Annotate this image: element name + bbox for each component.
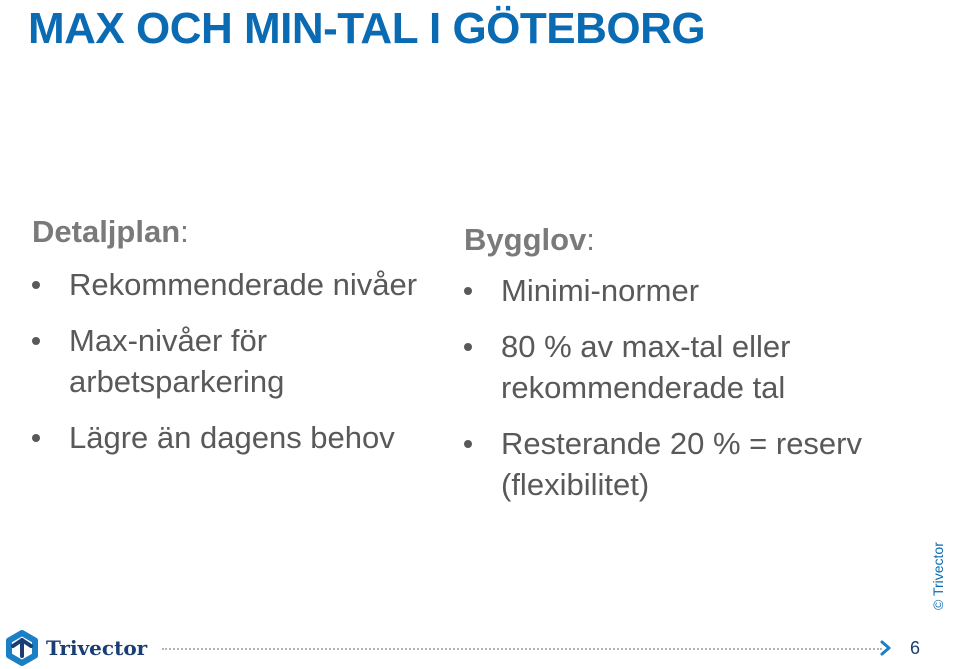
list-item-text: Resterande 20 % = reserv (flexibilitet) bbox=[501, 425, 862, 502]
bullet-icon bbox=[32, 337, 40, 345]
bullet-icon bbox=[464, 440, 472, 448]
detaljplan-heading bbox=[32, 214, 452, 250]
bygglov-list bbox=[464, 270, 934, 505]
chevron-right-icon bbox=[878, 640, 894, 656]
page-number: 6 bbox=[910, 638, 921, 658]
list-item bbox=[464, 326, 934, 408]
slide-footer bbox=[0, 628, 960, 669]
bullet-icon bbox=[32, 281, 40, 289]
list-item-text: Minimi-normer bbox=[501, 272, 700, 308]
list-item-text: 80 % av max-tal eller rekommenderade tal bbox=[501, 328, 791, 405]
bullet-icon bbox=[32, 434, 40, 442]
bullet-icon bbox=[464, 287, 472, 295]
bygglov-section bbox=[464, 222, 934, 520]
detaljplan-heading-colon: : bbox=[180, 214, 189, 249]
list-item-text: Max-nivåer för arbetsparkering bbox=[69, 322, 285, 399]
detaljplan-heading-label: Detaljplan bbox=[32, 214, 181, 249]
logo-text: Trivector bbox=[46, 636, 148, 660]
list-item bbox=[32, 417, 452, 458]
list-item-text: Rekommenderade nivåer bbox=[69, 266, 418, 302]
bygglov-heading bbox=[464, 222, 934, 258]
list-item bbox=[464, 423, 934, 505]
list-item bbox=[32, 320, 452, 402]
list-item-text: Lägre än dagens behov bbox=[69, 419, 395, 455]
detaljplan-section bbox=[32, 214, 452, 473]
footer-dotted-line bbox=[162, 648, 882, 650]
bygglov-heading-colon: : bbox=[586, 222, 595, 257]
list-item bbox=[32, 264, 452, 305]
bullet-icon bbox=[464, 343, 472, 351]
detaljplan-list bbox=[32, 264, 452, 458]
copyright-notice: © Trivector bbox=[930, 542, 946, 610]
list-item bbox=[464, 270, 934, 311]
bygglov-heading-label: Bygglov bbox=[464, 222, 587, 257]
trivector-logo-icon bbox=[4, 630, 40, 666]
slide-title: MAX OCH MIN-TAL I GÖTEBORG bbox=[28, 4, 706, 53]
